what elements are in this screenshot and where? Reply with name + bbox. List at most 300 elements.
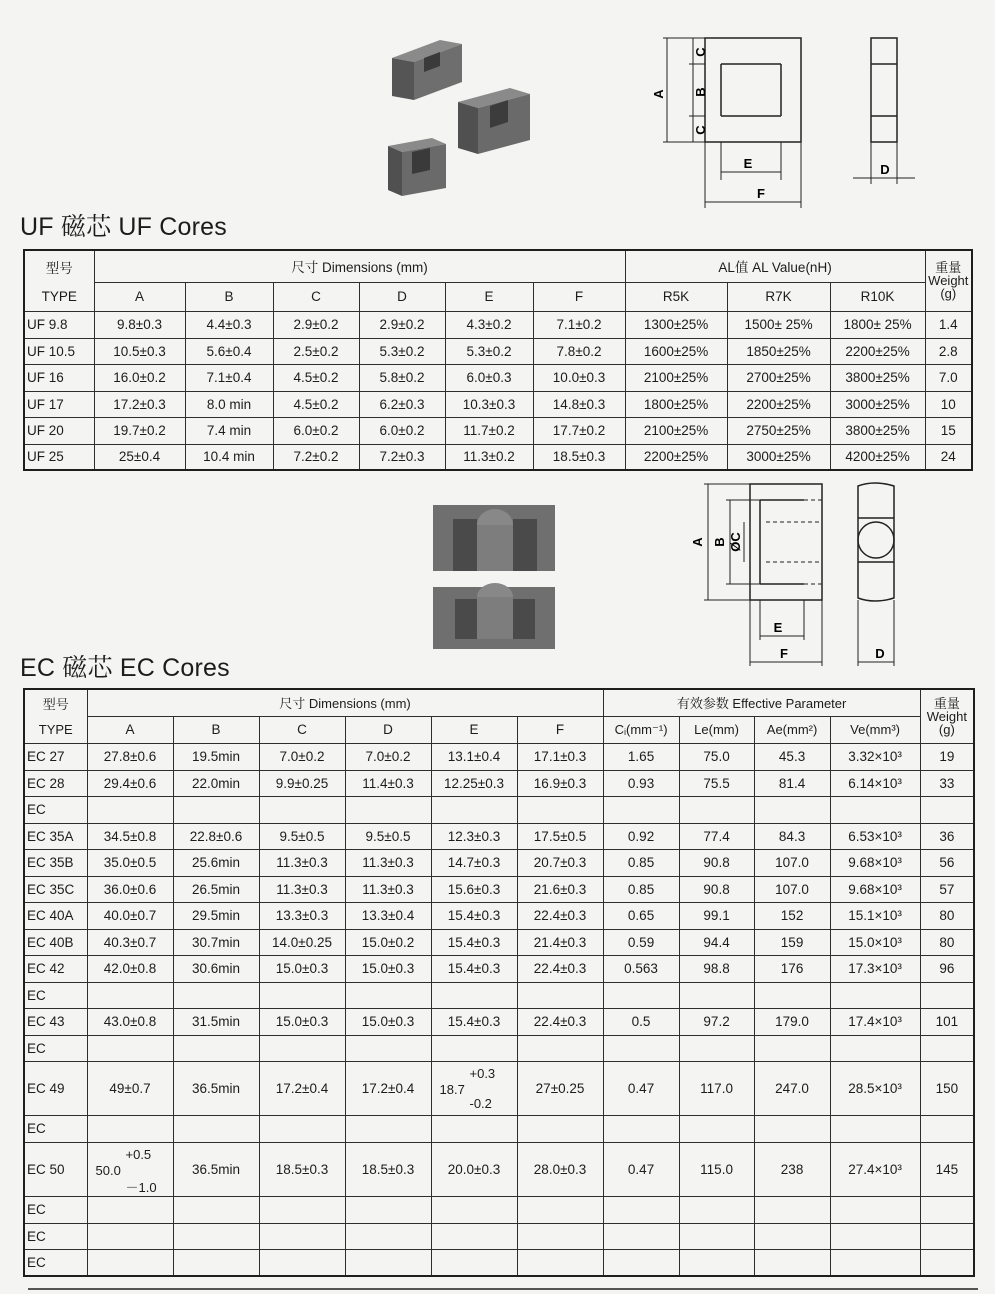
ec-table-row (24, 902, 974, 929)
ec-value-cell: 40.3±0.7 (87, 929, 173, 955)
uf-value-cell: 14.8±0.3 (533, 391, 625, 417)
uf-value-cell: 4.3±0.2 (445, 311, 533, 338)
ec-type-cell: EC 35B (24, 849, 87, 876)
ec-value-cell: 115.0 (679, 1142, 754, 1196)
uf-value-cell: 6.0±0.2 (359, 417, 445, 444)
ec-value-cell: 36 (920, 823, 974, 849)
ec-value-cell (754, 982, 830, 1008)
uf-value-cell: 3800±25% (830, 417, 925, 444)
ec-value-cell: 27.4×10³ (830, 1142, 920, 1196)
ec-value-cell: 29.4±0.6 (87, 770, 173, 796)
uf-value-cell: 1800±25% (625, 391, 727, 417)
ec-type-cell: EC (24, 982, 87, 1008)
ec-value-cell: 31.5min (173, 1008, 259, 1035)
ec-table-row (24, 1035, 974, 1061)
uf-value-cell: 11.3±0.2 (445, 444, 533, 470)
ec-value-cell (679, 796, 754, 823)
ec-dimension-drawing (680, 478, 925, 670)
uf-value-cell: 6.2±0.3 (359, 391, 445, 417)
uf-value-cell: 17.7±0.2 (533, 417, 625, 444)
ec-label-f: F (780, 646, 788, 661)
ec-value-cell: 19.5min (173, 743, 259, 770)
uf-value-cell: 1800± 25% (830, 311, 925, 338)
ec-value-cell (345, 1249, 431, 1276)
uf-value-cell: 1300±25% (625, 311, 727, 338)
ec-value-cell (679, 1223, 754, 1249)
ec-value-cell: 40.0±0.7 (87, 902, 173, 929)
ec-type-cell: EC 40A (24, 902, 87, 929)
ec-label-a: A (690, 537, 705, 547)
ec-tolerance-base: 50.0 (95, 1162, 121, 1178)
uf-label-c-bottom: C (693, 125, 708, 135)
ec-value-cell (431, 1223, 517, 1249)
ec-value-cell: 30.6min (173, 955, 259, 982)
ec-value-cell: 20.0±0.3 (431, 1142, 517, 1196)
ec-value-cell: 96 (920, 955, 974, 982)
ec-value-cell: 0.47 (603, 1061, 679, 1115)
ec-value-cell: 9.68×10³ (830, 849, 920, 876)
ec-col-d: D (345, 716, 431, 743)
ec-value-cell (830, 1035, 920, 1061)
ec-value-cell (603, 1249, 679, 1276)
ec-value-cell (830, 1223, 920, 1249)
uf-core-image-3 (388, 138, 446, 196)
uf-col-a: A (94, 282, 185, 311)
uf-col-c: C (273, 282, 359, 311)
ec-value-cell: 21.6±0.3 (517, 876, 603, 902)
ec-value-cell (431, 1249, 517, 1276)
ec-value-cell: 81.4 (754, 770, 830, 796)
ec-type-cell: EC (24, 1115, 87, 1142)
ec-table-row (24, 796, 974, 823)
ec-value-cell: 15.0±0.3 (259, 955, 345, 982)
ec-value-cell (754, 1035, 830, 1061)
ec-value-cell: 90.8 (679, 876, 754, 902)
uf-value-cell: 11.7±0.2 (445, 417, 533, 444)
uf-value-cell: 5.3±0.2 (359, 338, 445, 364)
ec-value-cell (920, 796, 974, 823)
uf-table-row (24, 444, 972, 470)
ec-value-cell (259, 1035, 345, 1061)
ec-value-cell (517, 1223, 603, 1249)
ec-value-cell (603, 796, 679, 823)
ec-type-cell: EC (24, 1035, 87, 1061)
ec-value-cell: 15.4±0.3 (431, 955, 517, 982)
ec-value-cell: 27.8±0.6 (87, 743, 173, 770)
uf-value-cell: 2.5±0.2 (273, 338, 359, 364)
uf-cores-photo (380, 30, 540, 200)
ec-value-cell (754, 1249, 830, 1276)
ec-type-cell: EC 43 (24, 1008, 87, 1035)
uf-value-cell: 2200±25% (727, 391, 830, 417)
uf-col-f: F (533, 282, 625, 311)
ec-value-cell: 15.0±0.3 (345, 955, 431, 982)
ec-section-title: EC 磁芯 EC Cores (20, 654, 230, 682)
uf-value-cell: 2700±25% (727, 364, 830, 391)
ec-value-cell (345, 1115, 431, 1142)
ec-core-image-1 (433, 505, 555, 571)
ec-value-cell: 17.2±0.4 (259, 1061, 345, 1115)
ec-table-row (24, 1223, 974, 1249)
ec-value-cell (920, 1223, 974, 1249)
ec-label-e: E (773, 620, 783, 635)
ec-value-cell: 56 (920, 849, 974, 876)
ec-value-cell (431, 1061, 517, 1115)
ec-value-cell: 20.7±0.3 (517, 849, 603, 876)
ec-value-cell (517, 1196, 603, 1223)
uf-value-cell: 9.8±0.3 (94, 311, 185, 338)
uf-value-cell: 25±0.4 (94, 444, 185, 470)
uf-hdr-al-value: AL值 AL Value(nH) (625, 250, 925, 282)
uf-value-cell: 3000±25% (830, 391, 925, 417)
ec-type-cell: EC 50 (24, 1142, 87, 1196)
ec-value-cell: 11.4±0.3 (345, 770, 431, 796)
ec-type-cell: EC (24, 796, 87, 823)
ec-hdr-dimensions: 尺寸 Dimensions (mm) (87, 689, 603, 716)
uf-hdr-weight-cn: 重量 (935, 260, 962, 276)
ec-value-cell: 49±0.7 (87, 1061, 173, 1115)
ec-value-cell (87, 1196, 173, 1223)
uf-hdr-weight-unit: (g) (940, 286, 957, 302)
ec-type-cell: EC 35C (24, 876, 87, 902)
uf-table-row (24, 391, 972, 417)
ec-value-cell: 75.5 (679, 770, 754, 796)
uf-label-c-top: C (693, 47, 708, 57)
ec-col-b: B (173, 716, 259, 743)
ec-value-cell (517, 982, 603, 1008)
ec-col-ae: Ae(mm²) (754, 716, 830, 743)
ec-value-cell: 12.3±0.3 (431, 823, 517, 849)
uf-value-cell: 1.4 (925, 311, 972, 338)
ec-cores-photo (425, 495, 560, 655)
ec-value-cell: 75.0 (679, 743, 754, 770)
ec-value-cell (830, 796, 920, 823)
ec-tolerance-minus: －1.0 (125, 1180, 157, 1196)
uf-hdr-dimensions: 尺寸 Dimensions (mm) (94, 250, 625, 282)
ec-value-cell: 90.8 (679, 849, 754, 876)
ec-value-cell (173, 1223, 259, 1249)
ec-tolerance-plus: +0.3 (469, 1066, 496, 1082)
ec-value-cell (259, 1249, 345, 1276)
ec-value-cell: 3.32×10³ (830, 743, 920, 770)
ec-value-cell: 0.47 (603, 1142, 679, 1196)
uf-value-cell: 4200±25% (830, 444, 925, 470)
uf-value-cell: 17.2±0.3 (94, 391, 185, 417)
ec-type-cell: EC (24, 1223, 87, 1249)
ec-table-row (24, 1008, 974, 1035)
ec-value-cell: 94.4 (679, 929, 754, 955)
ec-col-e: E (431, 716, 517, 743)
ec-value-cell: 247.0 (754, 1061, 830, 1115)
ec-value-cell: 43.0±0.8 (87, 1008, 173, 1035)
uf-core-image-1 (392, 40, 462, 100)
ec-value-cell: 179.0 (754, 1008, 830, 1035)
ec-value-cell: 117.0 (679, 1061, 754, 1115)
uf-value-cell: 3800±25% (830, 364, 925, 391)
ec-tolerance-minus: -0.2 (469, 1096, 492, 1112)
ec-type-cell: EC (24, 1196, 87, 1223)
ec-core-image-2 (433, 583, 555, 649)
uf-value-cell: 5.6±0.4 (185, 338, 273, 364)
ec-value-cell: 152 (754, 902, 830, 929)
ec-type-cell: EC 42 (24, 955, 87, 982)
uf-dimension-drawing (645, 30, 925, 215)
ec-value-cell (603, 982, 679, 1008)
ec-value-cell: 34.5±0.8 (87, 823, 173, 849)
ec-value-cell: 36.0±0.6 (87, 876, 173, 902)
ec-value-cell: 17.5±0.5 (517, 823, 603, 849)
ec-col-ve: Ve(mm³) (830, 716, 920, 743)
ec-col-le: Le(mm) (679, 716, 754, 743)
uf-value-cell: 2100±25% (625, 417, 727, 444)
ec-type-cell: EC 49 (24, 1061, 87, 1115)
uf-table-row (24, 311, 972, 338)
ec-tolerance-plus: +0.5 (125, 1147, 152, 1163)
ec-value-cell (679, 1035, 754, 1061)
uf-value-cell: 24 (925, 444, 972, 470)
bottom-rule (28, 1288, 978, 1290)
ec-value-cell (87, 796, 173, 823)
ec-type-cell: EC 35A (24, 823, 87, 849)
ec-table-row (24, 823, 974, 849)
ec-value-cell: 0.5 (603, 1008, 679, 1035)
ec-value-cell: 33 (920, 770, 974, 796)
uf-value-cell: 10.4 min (185, 444, 273, 470)
ec-value-cell (87, 1142, 173, 1196)
ec-table-row (24, 1196, 974, 1223)
ec-value-cell (87, 1035, 173, 1061)
ec-value-cell: 80 (920, 929, 974, 955)
ec-value-cell: 9.9±0.25 (259, 770, 345, 796)
ec-value-cell: 57 (920, 876, 974, 902)
ec-value-cell (87, 1249, 173, 1276)
uf-type-cell: UF 9.8 (24, 311, 94, 338)
uf-value-cell: 4.5±0.2 (273, 391, 359, 417)
ec-value-cell (920, 982, 974, 1008)
ec-hdr-weight (920, 689, 974, 743)
uf-value-cell: 1850±25% (727, 338, 830, 364)
uf-value-cell: 19.7±0.2 (94, 417, 185, 444)
ec-value-cell: 0.85 (603, 849, 679, 876)
ec-value-cell: 6.14×10³ (830, 770, 920, 796)
ec-value-cell: 16.9±0.3 (517, 770, 603, 796)
uf-value-cell: 2200±25% (625, 444, 727, 470)
ec-value-cell: 98.8 (679, 955, 754, 982)
uf-table-row (24, 417, 972, 444)
ec-value-cell (920, 1035, 974, 1061)
ec-value-cell: 42.0±0.8 (87, 955, 173, 982)
uf-table-row (24, 364, 972, 391)
ec-value-cell: 22.0min (173, 770, 259, 796)
ec-value-cell (603, 1196, 679, 1223)
ec-value-cell: 0.65 (603, 902, 679, 929)
ec-value-cell: 28.5×10³ (830, 1061, 920, 1115)
ec-value-cell (345, 982, 431, 1008)
ec-table-row (24, 1142, 974, 1196)
ec-label-c: ØC (728, 532, 743, 552)
ec-value-cell: 101 (920, 1008, 974, 1035)
ec-value-cell (87, 982, 173, 1008)
ec-value-cell: 22.4±0.3 (517, 955, 603, 982)
ec-value-cell (173, 982, 259, 1008)
ec-value-cell: 9.5±0.5 (345, 823, 431, 849)
ec-value-cell (517, 1115, 603, 1142)
ec-table-row (24, 849, 974, 876)
ec-value-cell: 15.0±0.3 (345, 1008, 431, 1035)
uf-label-a: A (651, 89, 666, 99)
ec-value-cell: 15.0×10³ (830, 929, 920, 955)
uf-value-cell: 2.9±0.2 (359, 311, 445, 338)
ec-value-cell (754, 1196, 830, 1223)
ec-value-cell (173, 796, 259, 823)
ec-value-cell: 0.85 (603, 876, 679, 902)
ec-value-cell: 84.3 (754, 823, 830, 849)
ec-table-row (24, 982, 974, 1008)
uf-value-cell: 10.0±0.3 (533, 364, 625, 391)
uf-table-row (24, 338, 972, 364)
ec-value-cell: 9.68×10³ (830, 876, 920, 902)
ec-value-cell: 11.3±0.3 (345, 876, 431, 902)
uf-value-cell: 16.0±0.2 (94, 364, 185, 391)
ec-value-cell (259, 1115, 345, 1142)
ec-col-ci: Cᵢ(mm⁻¹) (603, 716, 679, 743)
ec-value-cell: 36.5min (173, 1142, 259, 1196)
ec-value-cell: 107.0 (754, 849, 830, 876)
uf-value-cell: 5.3±0.2 (445, 338, 533, 364)
ec-table-row (24, 876, 974, 902)
ec-value-cell: 0.563 (603, 955, 679, 982)
ec-value-cell (173, 1115, 259, 1142)
uf-col-r7k: R7K (727, 282, 830, 311)
ec-value-cell (431, 982, 517, 1008)
ec-hdr-weight-en: Weight (926, 708, 967, 724)
ec-value-cell: 17.1±0.3 (517, 743, 603, 770)
ec-value-cell: 22.8±0.6 (173, 823, 259, 849)
ec-value-cell: 15.0±0.2 (345, 929, 431, 955)
uf-col-d: D (359, 282, 445, 311)
uf-value-cell: 7.4 min (185, 417, 273, 444)
ec-value-cell (517, 1249, 603, 1276)
ec-value-cell: 150 (920, 1061, 974, 1115)
ec-table-row (24, 1115, 974, 1142)
uf-value-cell: 10.3±0.3 (445, 391, 533, 417)
ec-value-cell: 36.5min (173, 1061, 259, 1115)
uf-value-cell: 7.1±0.2 (533, 311, 625, 338)
uf-value-cell: 4.4±0.3 (185, 311, 273, 338)
ec-value-cell (754, 1115, 830, 1142)
uf-col-b: B (185, 282, 273, 311)
ec-type-cell: EC 40B (24, 929, 87, 955)
ec-value-cell (517, 796, 603, 823)
ec-value-cell: 17.2±0.4 (345, 1061, 431, 1115)
ec-value-cell: 25.6min (173, 849, 259, 876)
uf-value-cell: 15 (925, 417, 972, 444)
uf-value-cell: 2.8 (925, 338, 972, 364)
uf-value-cell: 2.9±0.2 (273, 311, 359, 338)
ec-value-cell: 15.6±0.3 (431, 876, 517, 902)
ec-value-cell (603, 1223, 679, 1249)
ec-table-row (24, 955, 974, 982)
uf-value-cell: 6.0±0.2 (273, 417, 359, 444)
ec-value-cell: 238 (754, 1142, 830, 1196)
uf-value-cell: 7.8±0.2 (533, 338, 625, 364)
uf-value-cell: 7.2±0.2 (273, 444, 359, 470)
ec-value-cell: 35.0±0.5 (87, 849, 173, 876)
ec-value-cell: 11.3±0.3 (345, 849, 431, 876)
ec-value-cell (830, 1249, 920, 1276)
ec-value-cell (87, 1223, 173, 1249)
ec-value-cell: 28.0±0.3 (517, 1142, 603, 1196)
ec-value-cell: 45.3 (754, 743, 830, 770)
ec-value-cell (830, 1196, 920, 1223)
ec-value-cell: 15.4±0.3 (431, 1008, 517, 1035)
ec-value-cell (259, 796, 345, 823)
ec-value-cell (173, 1196, 259, 1223)
ec-value-cell: 12.25±0.3 (431, 770, 517, 796)
ec-value-cell: 30.7min (173, 929, 259, 955)
ec-table-row (24, 929, 974, 955)
ec-col-a: A (87, 716, 173, 743)
uf-hdr-type-en: TYPE (24, 282, 94, 311)
uf-value-cell: 2200±25% (830, 338, 925, 364)
ec-value-cell: 17.3×10³ (830, 955, 920, 982)
ec-value-cell (603, 1035, 679, 1061)
ec-hdr-effective: 有效参数 Effective Parameter (603, 689, 920, 716)
ec-value-cell (830, 1115, 920, 1142)
ec-value-cell (345, 1035, 431, 1061)
ec-value-cell (173, 1035, 259, 1061)
ec-value-cell: 15.4±0.3 (431, 929, 517, 955)
ec-value-cell: 0.92 (603, 823, 679, 849)
ec-value-cell: 27±0.25 (517, 1061, 603, 1115)
uf-section-title: UF 磁芯 UF Cores (20, 213, 227, 241)
ec-type-cell: EC (24, 1249, 87, 1276)
ec-value-cell: 6.53×10³ (830, 823, 920, 849)
ec-value-cell: 0.93 (603, 770, 679, 796)
ec-value-cell: 80 (920, 902, 974, 929)
ec-hdr-type-cn: 型号 (24, 689, 87, 716)
ec-value-cell: 21.4±0.3 (517, 929, 603, 955)
ec-value-cell: 14.7±0.3 (431, 849, 517, 876)
uf-label-d: D (880, 162, 890, 177)
ec-value-cell (517, 1035, 603, 1061)
ec-value-cell (431, 1115, 517, 1142)
ec-value-cell (830, 982, 920, 1008)
ec-value-cell (431, 796, 517, 823)
uf-type-cell: UF 20 (24, 417, 94, 444)
uf-label-f: F (757, 186, 765, 201)
uf-value-cell: 18.5±0.3 (533, 444, 625, 470)
ec-value-cell: 26.5min (173, 876, 259, 902)
ec-col-f: F (517, 716, 603, 743)
ec-type-cell: EC 27 (24, 743, 87, 770)
uf-value-cell: 7.0 (925, 364, 972, 391)
uf-label-e: E (743, 156, 753, 171)
ec-value-cell: 9.5±0.5 (259, 823, 345, 849)
uf-value-cell: 3000±25% (727, 444, 830, 470)
uf-value-cell: 10 (925, 391, 972, 417)
uf-type-cell: UF 10.5 (24, 338, 94, 364)
ec-value-cell (920, 1196, 974, 1223)
ec-value-cell (754, 796, 830, 823)
uf-type-cell: UF 17 (24, 391, 94, 417)
ec-value-cell: 15.1×10³ (830, 902, 920, 929)
ec-value-cell: 7.0±0.2 (259, 743, 345, 770)
ec-value-cell: 22.4±0.3 (517, 902, 603, 929)
ec-col-c: C (259, 716, 345, 743)
ec-value-cell: 11.3±0.3 (259, 876, 345, 902)
ec-value-cell (259, 982, 345, 1008)
